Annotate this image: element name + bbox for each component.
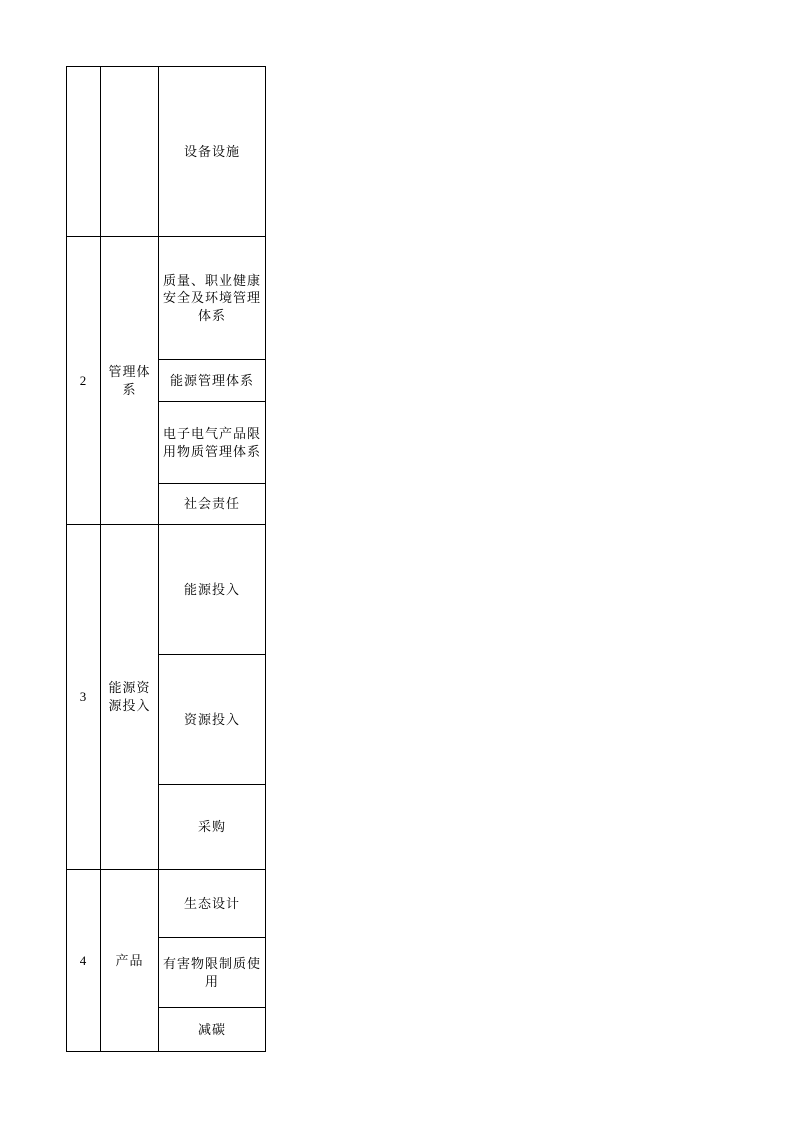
table-row [67, 525, 266, 655]
row-category-cell: 能源资源投入 [101, 525, 159, 870]
row-item-cell: 质量、职业健康安全及环境管理体系 [159, 237, 266, 360]
row-item-cell: 资源投入 [159, 655, 266, 785]
row-number-cell: 2 [67, 237, 101, 525]
row-item-cell: 有害物限制质使用 [159, 938, 266, 1008]
table-row [67, 237, 266, 360]
row-category-cell: 产品 [101, 870, 159, 1052]
table-body [67, 67, 266, 1052]
row-number-cell: 4 [67, 870, 101, 1052]
row-item-cell: 设备设施 [159, 67, 266, 237]
row-item-cell: 电子电气产品限用物质管理体系 [159, 402, 266, 484]
row-item-cell: 减碳 [159, 1008, 266, 1052]
row-item-cell: 能源管理体系 [159, 360, 266, 402]
row-item-cell: 采购 [159, 785, 266, 870]
row-item-cell: 生态设计 [159, 870, 266, 938]
row-item-cell: 社会责任 [159, 484, 266, 525]
requirements-table [66, 66, 266, 1052]
row-category-cell [101, 67, 159, 237]
table-row [67, 870, 266, 938]
row-item-cell: 能源投入 [159, 525, 266, 655]
row-number-cell [67, 67, 101, 237]
table-row [67, 67, 266, 237]
row-number-cell: 3 [67, 525, 101, 870]
row-category-cell: 管理体系 [101, 237, 159, 525]
